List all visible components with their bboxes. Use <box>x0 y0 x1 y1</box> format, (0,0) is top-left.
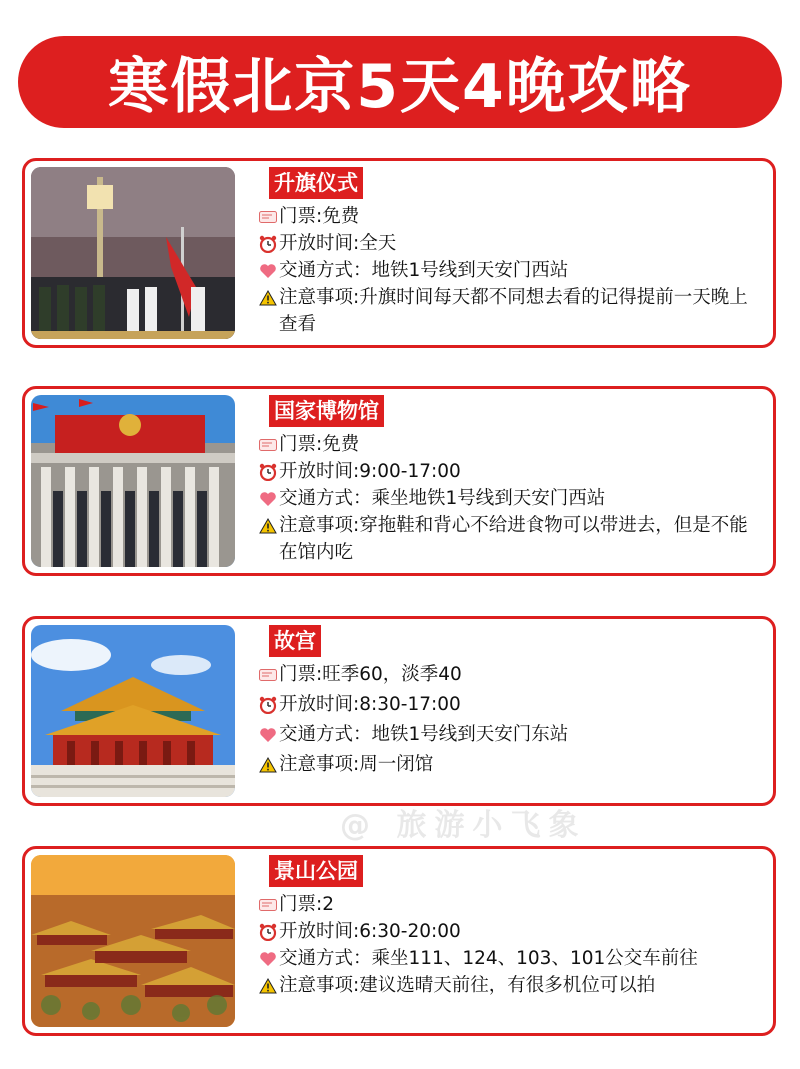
hours-row: 开放时间:9:00-17:00 <box>257 458 761 485</box>
jingshan-park-photo <box>31 855 235 1027</box>
place-title: 景山公园 <box>269 855 363 887</box>
ticket-icon <box>257 891 279 918</box>
card-jingshan-park <box>22 846 776 1036</box>
place-title: 国家博物馆 <box>269 395 384 427</box>
watermark: @ 旅游小飞象 <box>340 808 587 843</box>
notes-row: 注意事项:周一闭馆 <box>257 751 761 778</box>
card-flag-ceremony <box>22 158 776 348</box>
ticket-row: 门票:2 <box>257 891 761 918</box>
hours-row: 开放时间:6:30-20:00 <box>257 918 761 945</box>
hours-value: 全天 <box>359 233 397 254</box>
transport-row: 交通方式：乘坐地铁1号线到天安门西站 <box>257 485 761 512</box>
notes-value: 穿拖鞋和背心不给进食物可以带进去，但是不能在馆内吃 <box>279 515 748 563</box>
hours-value: 9:00-17:00 <box>359 461 461 482</box>
ticket-value: 免费 <box>322 434 360 455</box>
hours-row: 开放时间:全天 <box>257 230 761 257</box>
alarm-clock-icon <box>257 458 279 485</box>
ticket-icon <box>257 203 279 230</box>
transport-row: 交通方式：地铁1号线到天安门西站 <box>257 257 761 284</box>
transport-value: 地铁1号线到天安门东站 <box>371 724 569 745</box>
notes-row: 注意事项:升旗时间每天都不同想去看的记得提前一天晚上查看 <box>257 284 761 338</box>
notes-row: 注意事项:建议选晴天前往，有很多机位可以拍 <box>257 972 761 999</box>
heart-icon <box>257 257 279 284</box>
alarm-clock-icon <box>257 918 279 945</box>
warning-icon <box>257 751 279 778</box>
alarm-clock-icon <box>257 230 279 257</box>
hours-row: 开放时间:8:30-17:00 <box>257 691 761 718</box>
warning-icon <box>257 972 279 999</box>
hours-value: 8:30-17:00 <box>359 694 461 715</box>
ticket-row: 门票:免费 <box>257 203 761 230</box>
notes-value: 周一闭馆 <box>359 754 434 775</box>
notes-row: 注意事项:穿拖鞋和背心不给进食物可以带进去，但是不能在馆内吃 <box>257 512 761 566</box>
heart-icon <box>257 945 279 972</box>
alarm-clock-icon <box>257 691 279 718</box>
page-title: 寒假北京5天4晚攻略 <box>108 52 692 122</box>
ticket-row: 门票:免费 <box>257 431 761 458</box>
ticket-row: 门票:旺季60，淡季40 <box>257 661 761 688</box>
hours-value: 6:30-20:00 <box>359 921 461 942</box>
card-forbidden-city <box>22 616 776 806</box>
ticket-value: 旺季60，淡季40 <box>322 664 462 685</box>
ticket-icon <box>257 661 279 688</box>
transport-row: 交通方式：乘坐111、124、103、101公交车前往 <box>257 945 761 972</box>
notes-value: 建议选晴天前往，有很多机位可以拍 <box>359 975 656 996</box>
flag-ceremony-photo <box>31 167 235 339</box>
notes-value: 升旗时间每天都不同想去看的记得提前一天晚上查看 <box>279 287 748 335</box>
ticket-icon <box>257 431 279 458</box>
forbidden-city-photo <box>31 625 235 797</box>
card-national-museum <box>22 386 776 576</box>
ticket-value: 免费 <box>322 206 360 227</box>
transport-row: 交通方式：地铁1号线到天安门东站 <box>257 721 761 748</box>
transport-value: 乘坐111、124、103、101公交车前往 <box>371 948 698 969</box>
heart-icon <box>257 721 279 748</box>
warning-icon <box>257 284 279 311</box>
title-banner <box>18 36 782 128</box>
place-title: 升旗仪式 <box>269 167 363 199</box>
transport-value: 乘坐地铁1号线到天安门西站 <box>371 488 606 509</box>
warning-icon <box>257 512 279 539</box>
heart-icon <box>257 485 279 512</box>
ticket-value: 2 <box>322 894 335 915</box>
transport-value: 地铁1号线到天安门西站 <box>371 260 569 281</box>
place-title: 故宫 <box>269 625 321 657</box>
national-museum-photo <box>31 395 235 567</box>
